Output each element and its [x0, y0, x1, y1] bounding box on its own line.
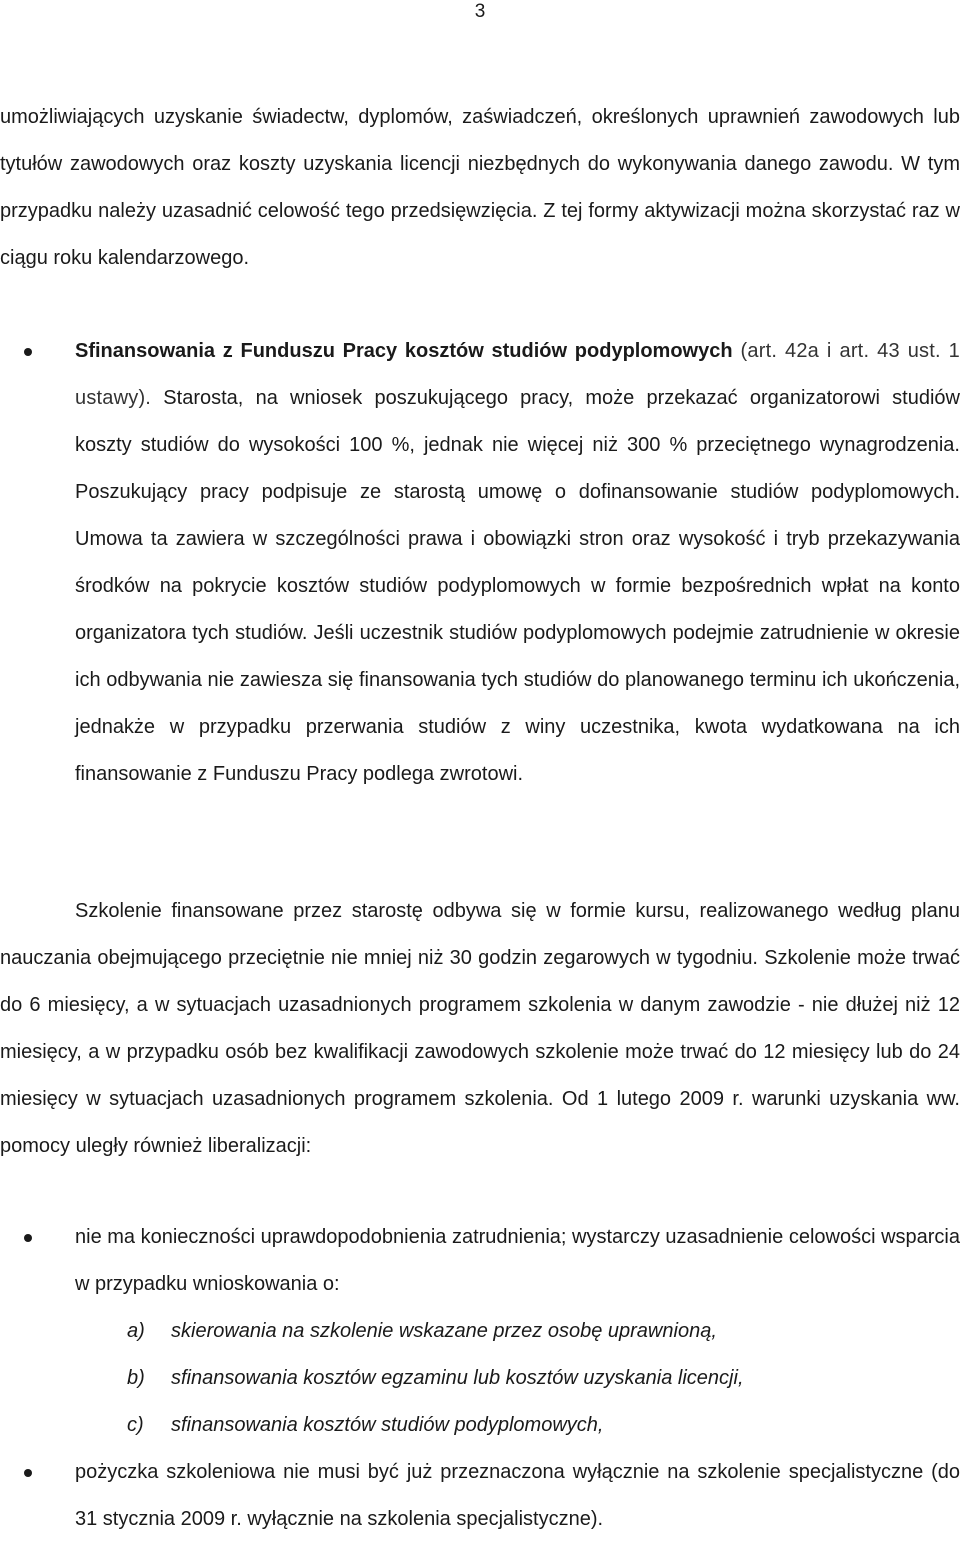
bullet-list-conditions	[0, 1214, 960, 1543]
sub-text: sfinansowania kosztów studiów podyplomowych,	[171, 1414, 604, 1436]
heading-studies: Sfinansowania z Funduszu Pracy kosztów studiów podyplomowych	[75, 340, 733, 362]
bullet-icon	[24, 1234, 32, 1242]
studies-text: Starosta, na wniosek poszukującego pracy, może przekazać organizatorowi studiów koszty studiów do wysokości 100 %, jednak nie więcej niż 300 % przeciętnego wynagrodzenia. Poszukujący pracy podpisuje ze starostą umowę o dofinansowanie studiów podyplomowych. Umowa ta zawiera w szczególności prawa i obowiązki stron oraz wysokość i tryb przekazywania środków na pokrycie kosztów studiów podyplomowych w formie bezpośrednich wpłat na konto organizatora tych studiów. Jeśli uczestnik studiów podyplomowych podejmie zatrudnienie w okresie ich odbywania nie zawiesza się finansowania tych studiów do planowanego terminu ich ukończenia, jednakże w przypadku przerwania studiów z winy uczestnika, kwota wydatkowana na ich finansowanie z Funduszu Pracy podlega zwrotowi.	[75, 387, 960, 785]
list-item-conditions	[0, 1214, 960, 1449]
loan-text: pożyczka szkoleniowa nie musi być już przeznaczona wyłącznie na szkolenie specjalistyczne (do 31 stycznia 2009 r. wyłącznie na szkolenia specjalistyczne).	[75, 1461, 960, 1530]
list-item-loan	[0, 1449, 960, 1543]
bullet-icon	[24, 1469, 32, 1477]
legal-reference: (art. 42a i art. 43 ust. 1 ustawy).	[75, 340, 960, 409]
paragraph-intro: umożliwiających uzyskanie świadectw, dyplomów, zaświadczeń, określonych uprawnień zawodowych lub tytułów zawodowych oraz koszty uzyskania licencji niezbędnych do wykonywania danego zawodu. W tym przypadku należy uzasadnić celowość tego przedsięwzięcia. Z tej formy aktywizacji można skorzystać raz w ciągu roku kalendarzowego.	[0, 106, 960, 269]
page-number: 3	[474, 1, 486, 22]
sub-list-item-a	[0, 1308, 960, 1355]
list-item-studies	[0, 328, 960, 798]
sub-list-item-c	[0, 1402, 960, 1449]
conditions-text: nie ma konieczności uprawdopodobnienia zatrudnienia; wystarczy uzasadnienie celowości wsparcia w przypadku wnioskowania o:	[75, 1226, 960, 1295]
sub-list-item-b	[0, 1355, 960, 1402]
sub-letter: b)	[127, 1367, 145, 1389]
bullet-list-studies	[0, 328, 960, 798]
sub-letter: c)	[127, 1414, 144, 1436]
bullet-icon	[24, 348, 32, 356]
paragraph-training: Szkolenie finansowane przez starostę odbywa się w formie kursu, realizowanego według planu nauczania obejmującego przeciętnie nie mniej niż 30 godzin zegarowych w tygodniu. Szkolenie może trwać do 6 miesięcy, a w sytuacjach uzasadnionych programem szkolenia w danym zawodzie - nie dłużej niż 12 miesięcy, a w przypadku osób bez kwalifikacji zawodowych szkolenie może trwać do 12 miesięcy lub do 24 miesięcy w sytuacjach uzasadnionych programem szkolenia. Od 1 lutego 2009 r. warunki uzyskania ww. pomocy uległy również liberalizacji:	[0, 900, 960, 1157]
sub-letter: a)	[127, 1320, 145, 1342]
sub-text: sfinansowania kosztów egzaminu lub kosztów uzyskania licencji,	[171, 1367, 744, 1389]
sub-list	[0, 1308, 960, 1449]
sub-text: skierowania na szkolenie wskazane przez osobę uprawnioną,	[171, 1320, 717, 1342]
